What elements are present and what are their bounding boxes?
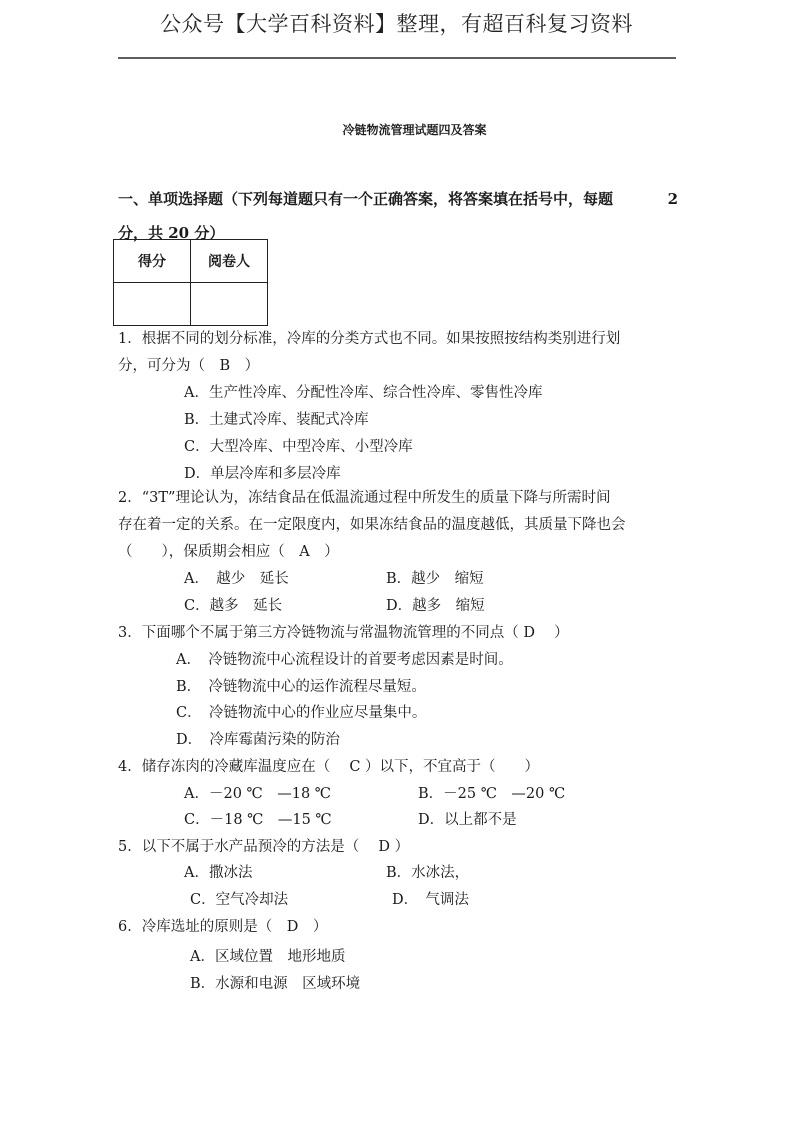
- question-4-line-1: 4．储存冻肉的冷藏库温度应在（ C ）以下，不宜高于（ ）: [118, 759, 540, 775]
- question-1-option-d: D．单层冷库和多层冷库: [184, 466, 341, 482]
- question-2-line-3: （ ），保质期会相应（ A ）: [118, 544, 339, 560]
- section-heading-points: 2: [667, 190, 678, 208]
- question-5-option-b: B．水冰法，: [386, 865, 470, 881]
- question-4-option-d: D．以上都不是: [418, 812, 517, 828]
- question-6-option-a: A．区域位置 地形地质: [190, 949, 346, 965]
- document-title: 冷链物流管理试题四及答案: [342, 123, 487, 137]
- question-5-line-1: 5．以下不属于水产品预冷的方法是（ D ）: [118, 839, 410, 855]
- question-4-option-c: C．－18 ℃ —15 ℃: [184, 812, 332, 828]
- header-banner: 公众号【大学百科资料】整理，有超百科复习资料: [160, 12, 633, 36]
- question-1-line-2: 分，可分为（ B ）: [118, 358, 260, 374]
- question-3-option-c: C． 冷链物流中心的作业应尽量集中。: [176, 705, 427, 721]
- question-3-option-b: B． 冷链物流中心的运作流程尽量短。: [176, 679, 426, 695]
- question-1-line-1: 1．根据不同的划分标准，冷库的分类方式也不同。如果按照按结构类别进行划: [118, 331, 621, 347]
- header-divider: [118, 57, 676, 59]
- question-3-option-a: A． 冷链物流中心流程设计的首要考虑因素是时间。: [176, 652, 513, 668]
- question-5-option-c: C．空气冷却法: [190, 892, 289, 908]
- question-2-line-1: 2．“3T”理论认为，冻结食品在低温流通过程中所发生的质量下降与所需时间: [118, 490, 611, 506]
- question-1-option-a: A．生产性冷库、分配性冷库、综合性冷库、零售性冷库: [184, 385, 543, 401]
- question-4-option-a: A．－20 ℃ —18 ℃: [184, 786, 332, 802]
- grader-header: 阅卷人: [191, 240, 268, 283]
- question-6-line-1: 6．冷库选址的原则是（ D ）: [118, 919, 328, 935]
- section-heading-text: 一、单项选择题（下列每道题只有一个正确答案，将答案填在括号中，每题: [118, 190, 614, 208]
- question-2-option-c: C．越多 延长: [184, 598, 283, 614]
- score-header: 得分: [114, 240, 191, 283]
- section-heading-total: 分，共 20 分）: [118, 224, 225, 242]
- question-2-line-2: 存在着一定的关系。在一定限度内，如果冻结食品的温度越低，其质量下降也会: [118, 517, 626, 533]
- question-2-option-a: A． 越少 延长: [184, 571, 289, 587]
- question-4-option-b: B．－25 ℃ —20 ℃: [418, 786, 566, 802]
- question-2-option-b: B．越少 缩短: [386, 571, 484, 587]
- score-table: [113, 239, 268, 326]
- question-5-option-d: D． 气调法: [392, 892, 469, 908]
- score-cell: [114, 283, 191, 326]
- grader-cell: [191, 283, 268, 326]
- question-2-option-d: D．越多 缩短: [386, 598, 485, 614]
- question-3-line-1: 3．下面哪个不属于第三方冷链物流与常温物流管理的不同点（ D ）: [118, 625, 569, 641]
- question-5-option-a: A．撒冰法: [184, 865, 253, 881]
- question-1-option-b: B．土建式冷库、装配式冷库: [184, 412, 369, 428]
- question-1-option-c: C．大型冷库、中型冷库、小型冷库: [184, 439, 413, 455]
- question-6-option-b: B．水源和电源 区域环境: [190, 976, 361, 992]
- question-3-option-d: D． 冷库霉菌污染的防治: [176, 732, 340, 748]
